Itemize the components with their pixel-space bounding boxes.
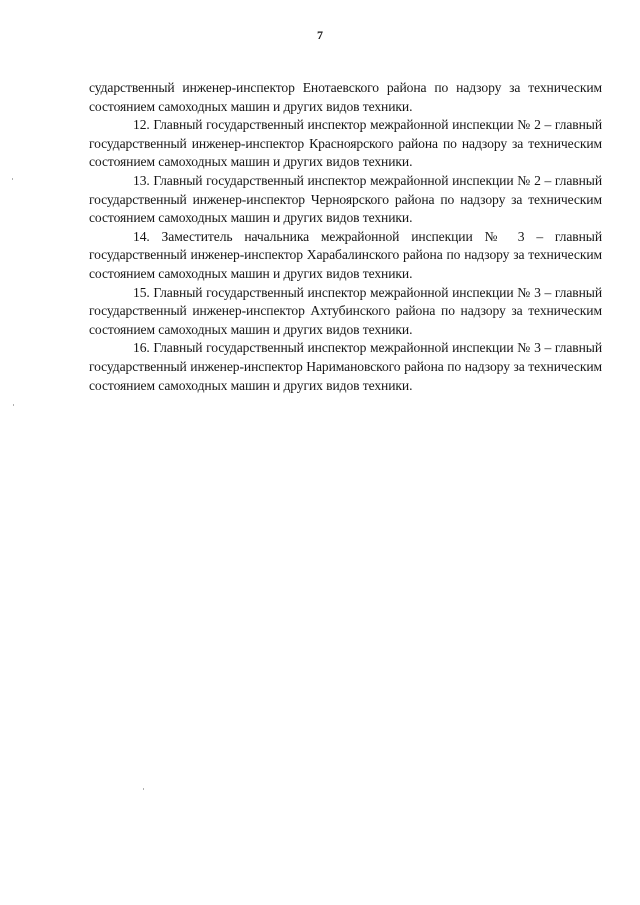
paragraph-item-16: 16. Главный государственный инспектор межрайонной инспекции № 3 – главный государственный инженер-инспектор Наримановского района по надзору за техническим состоянием самоходных машин и других видов техники. (89, 340, 602, 393)
page-number: 7 (317, 28, 323, 42)
paragraph-item-12: 12. Главный государственный инспектор межрайонной инспекции № 2 – главный государственный инженер-инспектор Красноярского района по надзору за техническим состоянием самоходных машин и других видов техники. (89, 117, 602, 170)
scan-speck (12, 178, 13, 180)
paragraph-continuation: сударственный инженер-инспектор Енотаевского района по надзору за техническим состоянием самоходных машин и других видов техники. (89, 80, 602, 114)
document-body (89, 79, 602, 395)
paragraph-item-14: 14. Заместитель начальника межрайонной инспекции № 3 – главный государственный инженер-инспектор Харабалинского района по надзору за техническим состоянием самоходных машин и других видов техники. (89, 228, 602, 281)
scan-speck (143, 788, 144, 790)
paragraph-item-13: 13. Главный государственный инспектор межрайонной инспекции № 2 – главный государственный инженер-инспектор Черноярского района по надзору за техническим состоянием самоходных машин и других видов техники. (89, 172, 602, 226)
scan-speck (13, 404, 14, 406)
paragraph-item-15: 15. Главный государственный инспектор межрайонной инспекции № 3 – главный государственный инженер-инспектор Ахтубинского района по надзору за техническим состоянием самоходных машин и других видов техники. (89, 284, 602, 337)
